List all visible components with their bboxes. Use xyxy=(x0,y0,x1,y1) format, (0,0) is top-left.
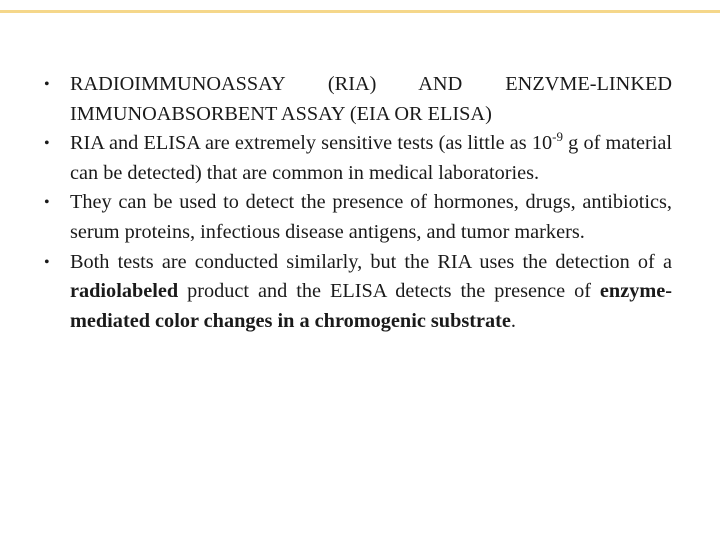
enzyme-color-change-term: enzyme-mediated color changes in a chromogenic substrate xyxy=(70,280,672,332)
bullet-list xyxy=(44,70,672,336)
bullet-icon: • xyxy=(44,194,50,212)
bullet-item-title xyxy=(44,70,672,129)
bullet-item-comparison xyxy=(44,248,672,337)
sensitivity-text-after: g of material can be detected) that are common in medical laboratories. xyxy=(70,132,672,184)
bullet-icon: • xyxy=(44,76,50,93)
comparison-part-2: product and the ELISA detects the presence of xyxy=(178,280,600,303)
comparison-part-1: Both tests are conducted similarly, but the RIA uses the detection of a xyxy=(70,250,672,273)
top-divider-rule xyxy=(0,10,720,13)
title-line-1: RADIOIMMUNOASSAY (RIA) AND ENZVME-LINKED xyxy=(70,73,672,95)
bullet-icon: • xyxy=(44,253,50,271)
exponent-superscript: -9 xyxy=(552,129,563,145)
bullet-item-uses xyxy=(44,188,672,247)
bullet-icon: • xyxy=(44,135,50,153)
sensitivity-text-before: RIA and ELISA are extremely sensitive tests (as little as 10 xyxy=(70,132,553,155)
title-line-2: IMMUNOABSORBENT ASSAY (EIA OR ELISA) xyxy=(70,102,492,125)
uses-text: They can be used to detect the presence of hormones, drugs, antibiotics, serum proteins, infectious disease antigens, and tumor markers. xyxy=(70,191,672,243)
comparison-part-3: . xyxy=(510,309,516,332)
slide-body xyxy=(44,70,672,336)
bullet-item-sensitivity xyxy=(44,129,672,188)
radiolabeled-term: radiolabeled xyxy=(70,280,179,303)
